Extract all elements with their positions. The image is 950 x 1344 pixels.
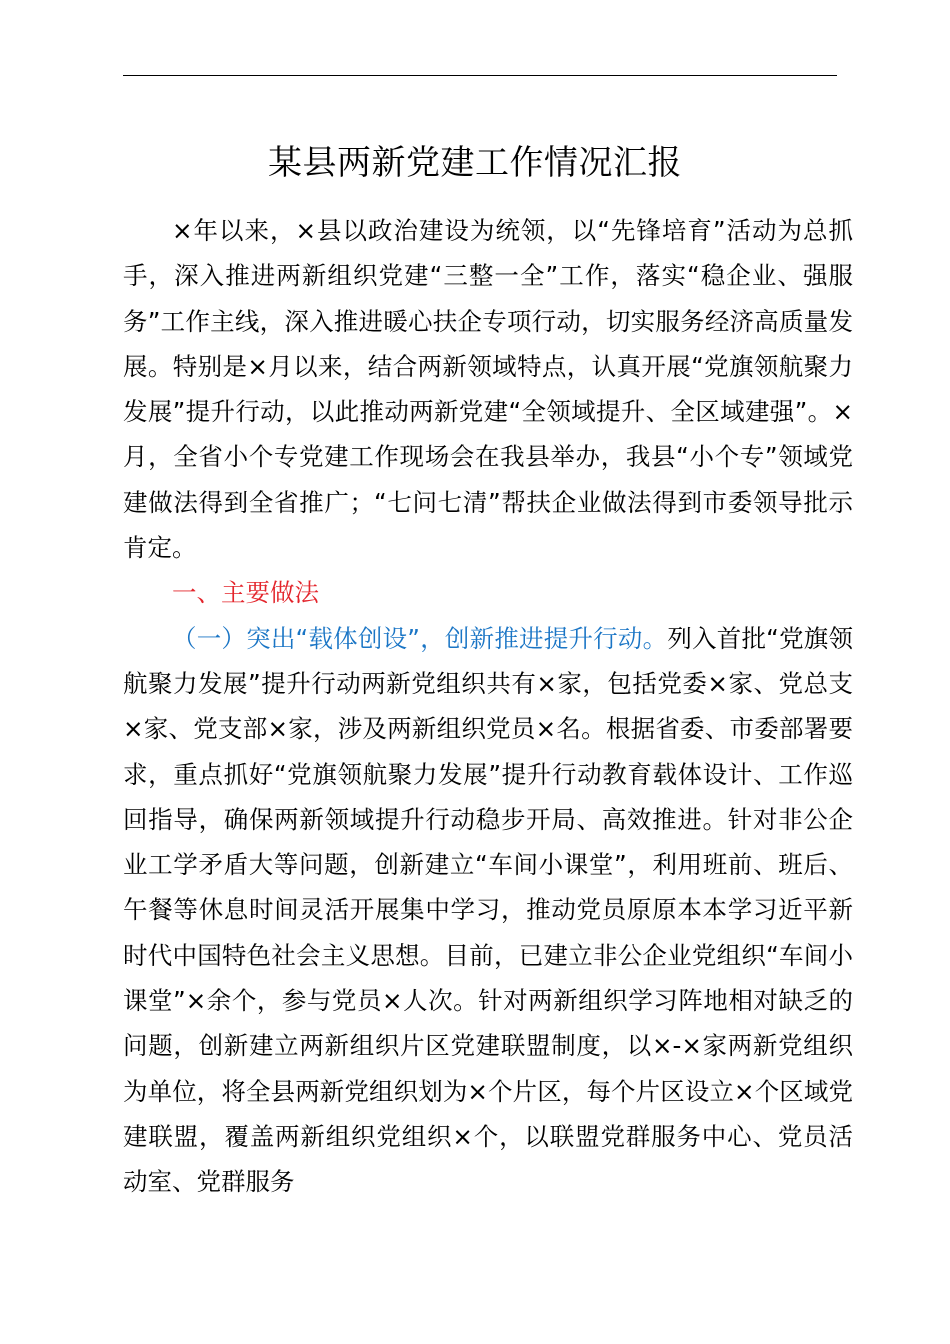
- document-body: [123, 208, 853, 1205]
- subsection-body: 列入首批“党旗领航聚力发展”提升行动两新党组织共有×家，包括党委×家、党总支×家、党支部×家，涉及两新组织党员×名。根据省委、市委部署要求，重点抓好“党旗领航聚力发展”提升行动教育载体设计、工作巡回指导，确保两新领域提升行动稳步开局、高效推进。针对非公企业工学矛盾大等问题，创新建立“车间小课堂”，利用班前、班后、午餐等休息时间灵活开展集中学习，推动党员原原本本学习近平新时代中国特色社会主义思想。目前，已建立非公企业党组织“车间小课堂”×余个，参与党员×人次。针对两新组织学习阵地相对缺乏的问题，创新建立两新组织片区党建联盟制度，以×-×家两新党组织为单位，将全县两新党组织划为×个片区，每个片区设立×个区域党建联盟，覆盖两新组织党组织×个，以联盟党群服务中心、党员活动室、党群服务: [123, 623, 853, 1197]
- header-rule: [123, 75, 837, 76]
- document-title: 某县两新党建工作情况汇报: [268, 143, 682, 183]
- subsection-paragraph: [123, 616, 853, 1205]
- section-heading: 一、主要做法: [172, 578, 319, 608]
- subsection-heading: （一）突出“载体创设”，创新推进提升行动。: [172, 623, 668, 653]
- intro-paragraph: ×年以来，×县以政治建设为统领，以“先锋培育”活动为总抓手，深入推进两新组织党建“三整一全”工作，落实“稳企业、强服务”工作主线，深入推进暖心扶企专项行动，切实服务经济高质量发展。特别是×月以来，结合两新领域特点，认真开展“党旗领航聚力发展”提升行动，以此推动两新党建“全领域提升、全区域建强”。×月，全省小个专党建工作现场会在我县举办，我县“小个专”领域党建做法得到全省推广；“七问七清”帮扶企业做法得到市委领导批示肯定。: [123, 216, 853, 563]
